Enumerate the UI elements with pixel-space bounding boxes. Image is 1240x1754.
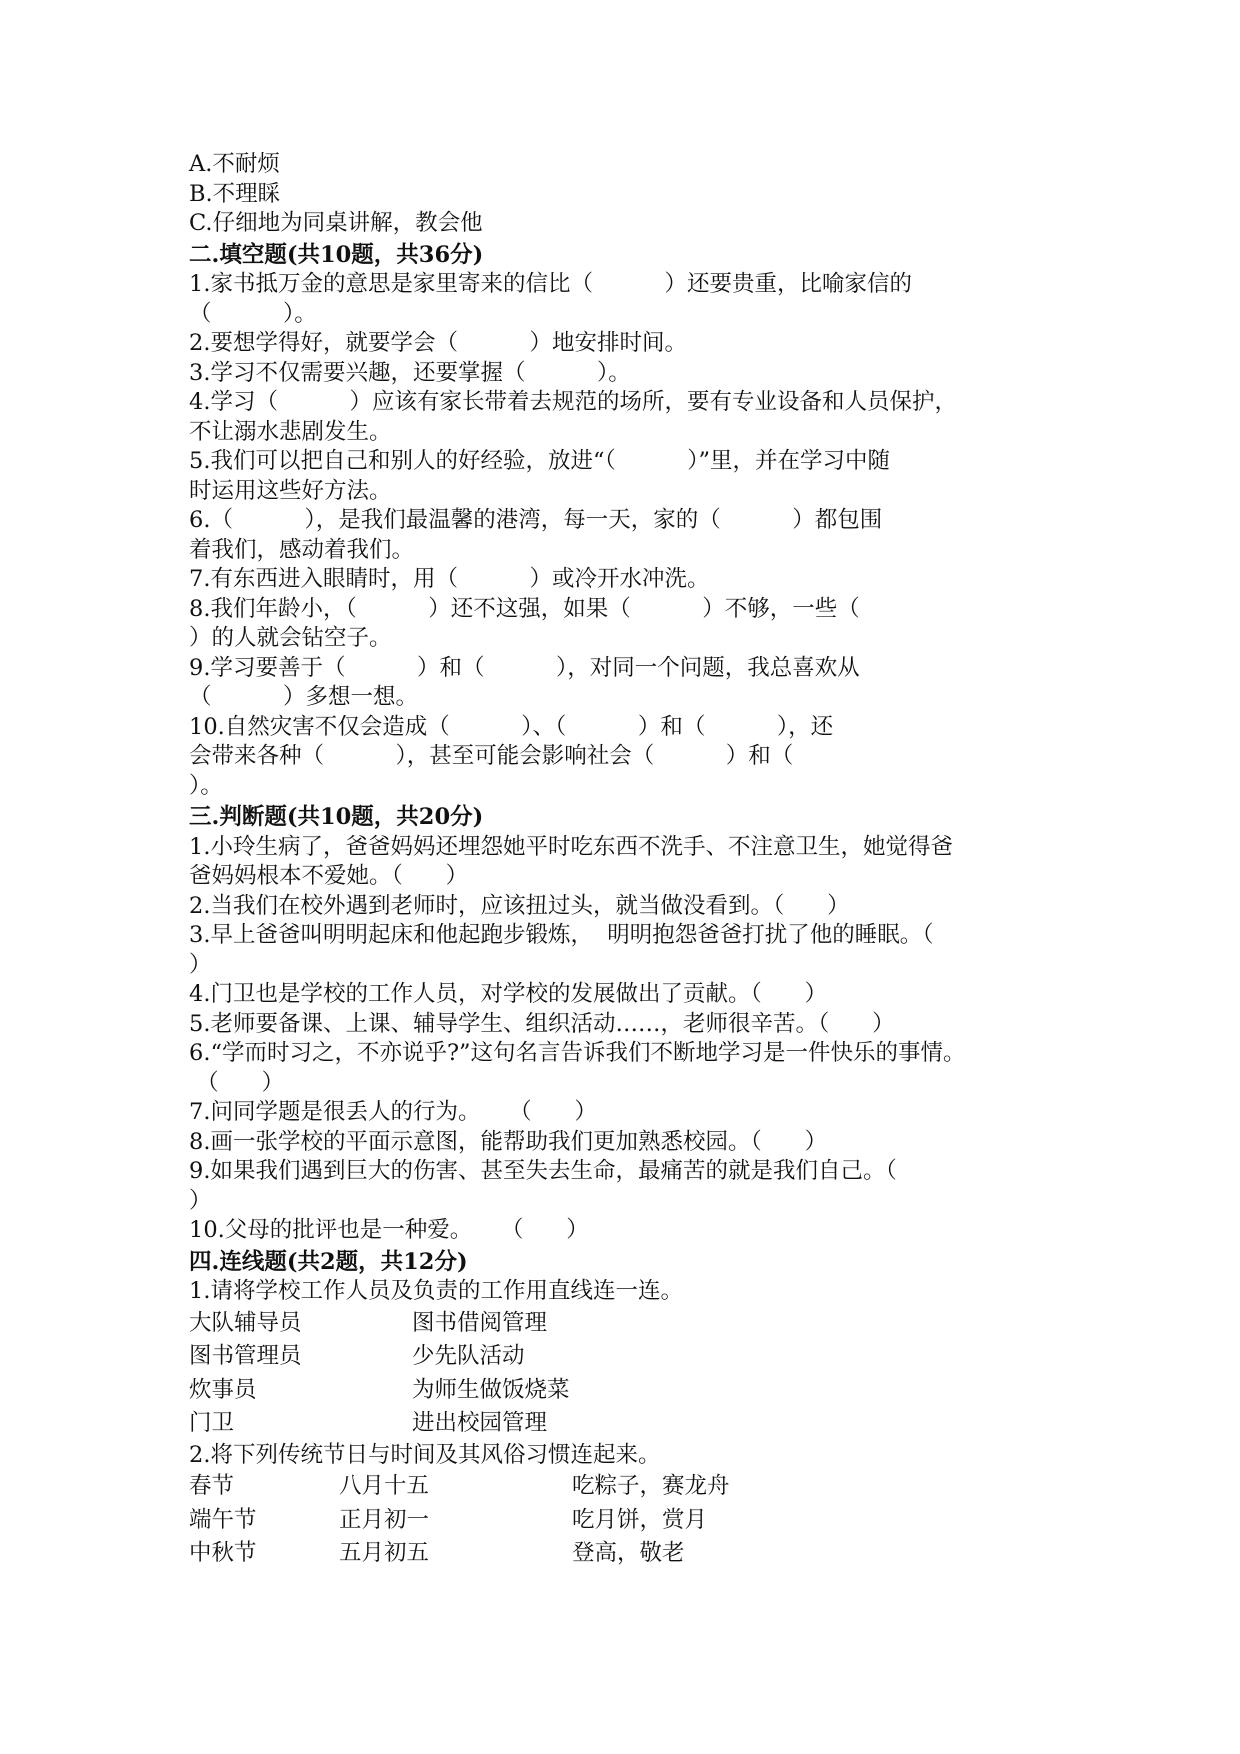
festival-date: 正月初一 xyxy=(339,1506,430,1533)
option-a: A.不耐烦 xyxy=(189,151,280,177)
match-left: 门卫 xyxy=(189,1410,235,1436)
question-line: 3.早上爸爸叫明明起床和他起跑步锻炼， 明明抱怨爸爸打扰了他的睡眠。（ xyxy=(189,922,934,948)
matching-row xyxy=(189,1537,1069,1571)
section-true-false xyxy=(189,803,1069,1246)
question-line: 时运用这些好方法。 xyxy=(189,477,392,504)
question-line: 会带来各种（ ），甚至可能会影响社会（ ）和（ xyxy=(189,743,794,769)
section-heading: 四.连线题(共2题，共12分) xyxy=(189,1248,468,1275)
question-line: ） xyxy=(189,1187,212,1214)
matching-row xyxy=(189,1374,1069,1408)
festival-date: 八月十五 xyxy=(339,1473,430,1499)
question-line: 1.小玲生病了，爸爸妈妈还埋怨她平时吃东西不洗手、不注意卫生，她觉得爸 xyxy=(189,833,953,860)
question-line: 7.问同学题是很丢人的行为。 （ ） xyxy=(189,1099,597,1125)
question-line: 2.当我们在校外遇到老师时，应该扭过头，就当做没看到。（ ） xyxy=(189,892,850,919)
question-line: 6.（ ），是我们最温馨的港湾，每一天，家的（ ）都包围 xyxy=(189,507,883,533)
question-line: （ ）多想一想。 xyxy=(189,684,419,710)
matching-row xyxy=(189,1340,1069,1374)
options-block xyxy=(189,150,1069,239)
question-line: 6.“学而时习之，不亦说乎?”这句名言告诉我们不断地学习是一件快乐的事情。 xyxy=(189,1040,966,1066)
question-line: 2.要想学得好，就要学会（ ）地安排时间。 xyxy=(189,330,687,356)
question-line: 10.自然灾害不仅会造成（ ）、（ ）和（ ），还 xyxy=(189,713,834,740)
festival-custom: 吃粽子，赛龙舟 xyxy=(572,1473,730,1499)
matching-row xyxy=(189,1470,1069,1504)
question-line: （ ）。 xyxy=(189,300,317,327)
match-right: 图书借阅管理 xyxy=(412,1309,548,1336)
matching-row xyxy=(189,1307,1069,1341)
question-line: （ ） xyxy=(189,1069,285,1096)
option-c: C.仔细地为同桌讲解，教会他 xyxy=(189,210,483,236)
match-left: 大队辅导员 xyxy=(189,1309,302,1336)
match-right: 进出校园管理 xyxy=(412,1410,548,1436)
question-line: 1.家书抵万金的意思是家里寄来的信比（ ）还要贵重，比喻家信的 xyxy=(189,271,912,297)
question-line: 9.如果我们遇到巨大的伤害、甚至失去生命，最痛苦的就是我们自己。（ xyxy=(189,1158,897,1184)
matching-table-festivals xyxy=(189,1470,1069,1571)
match-left: 图书管理员 xyxy=(189,1343,302,1369)
question-line: 10.父母的批评也是一种爱。 （ ） xyxy=(189,1217,589,1243)
section-fill-blank xyxy=(189,241,1069,802)
match-left: 炊事员 xyxy=(189,1376,257,1403)
question-line: ） xyxy=(189,951,212,978)
worksheet-page xyxy=(189,150,1069,1571)
question-line: ）。 xyxy=(189,772,223,799)
festival-name: 中秋节 xyxy=(189,1540,257,1566)
option-b: B.不理睬 xyxy=(189,180,281,207)
section-heading: 二.填空题(共10题，共36分) xyxy=(189,241,484,268)
match-right: 少先队活动 xyxy=(412,1343,525,1369)
question-line: 8.画一张学校的平面示意图，能帮助我们更加熟悉校园。（ ） xyxy=(189,1128,828,1155)
matching-row xyxy=(189,1407,1069,1441)
match-right: 为师生做饭烧菜 xyxy=(412,1376,570,1403)
festival-date: 五月初五 xyxy=(339,1540,430,1566)
festival-name: 春节 xyxy=(189,1473,235,1499)
question-line: 不让溺水悲剧发生。 xyxy=(189,418,392,445)
festival-custom: 登高，敬老 xyxy=(572,1540,685,1566)
question-prompt: 2.将下列传统节日与时间及其风俗习惯连起来。 xyxy=(189,1441,661,1468)
matching-table-staff xyxy=(189,1307,1069,1441)
matching-row xyxy=(189,1504,1069,1538)
question-line: 9.学习要善于（ ）和（ ），对同一个问题，我总喜欢从 xyxy=(189,654,860,681)
question-line: 3.学习不仅需要兴趣，还要掌握（ ）。 xyxy=(189,359,631,386)
festival-custom: 吃月饼，赏月 xyxy=(572,1506,708,1533)
question-prompt: 1.请将学校工作人员及负责的工作用直线连一连。 xyxy=(189,1278,683,1304)
question-line: 8.我们年龄小，（ ）还不这强，如果（ ）不够，一些（ xyxy=(189,595,860,622)
question-line: 着我们，感动着我们。 xyxy=(189,536,415,563)
question-line: 5.老师要备课、上课、辅导学生、组织活动……，老师很辛苦。（ ） xyxy=(189,1010,895,1037)
question-line: ）的人就会钻空子。 xyxy=(189,625,392,651)
question-line: 4.门卫也是学校的工作人员，对学校的发展做出了贡献。（ ） xyxy=(189,981,828,1007)
question-line: 7.有东西进入眼睛时，用（ ）或冷开水冲洗。 xyxy=(189,566,710,592)
section-heading: 三.判断题(共10题，共20分) xyxy=(189,804,484,830)
section-matching xyxy=(189,1248,1069,1571)
question-line: 4.学习（ ）应该有家长带着去规范的场所，要有专业设备和人员保护， xyxy=(189,389,957,415)
question-line: 5.我们可以把自己和别人的好经验，放进“（ ）”里，并在学习中随 xyxy=(189,448,890,474)
question-line: 爸妈妈根本不爱她。（ ） xyxy=(189,863,469,889)
festival-name: 端午节 xyxy=(189,1506,257,1533)
